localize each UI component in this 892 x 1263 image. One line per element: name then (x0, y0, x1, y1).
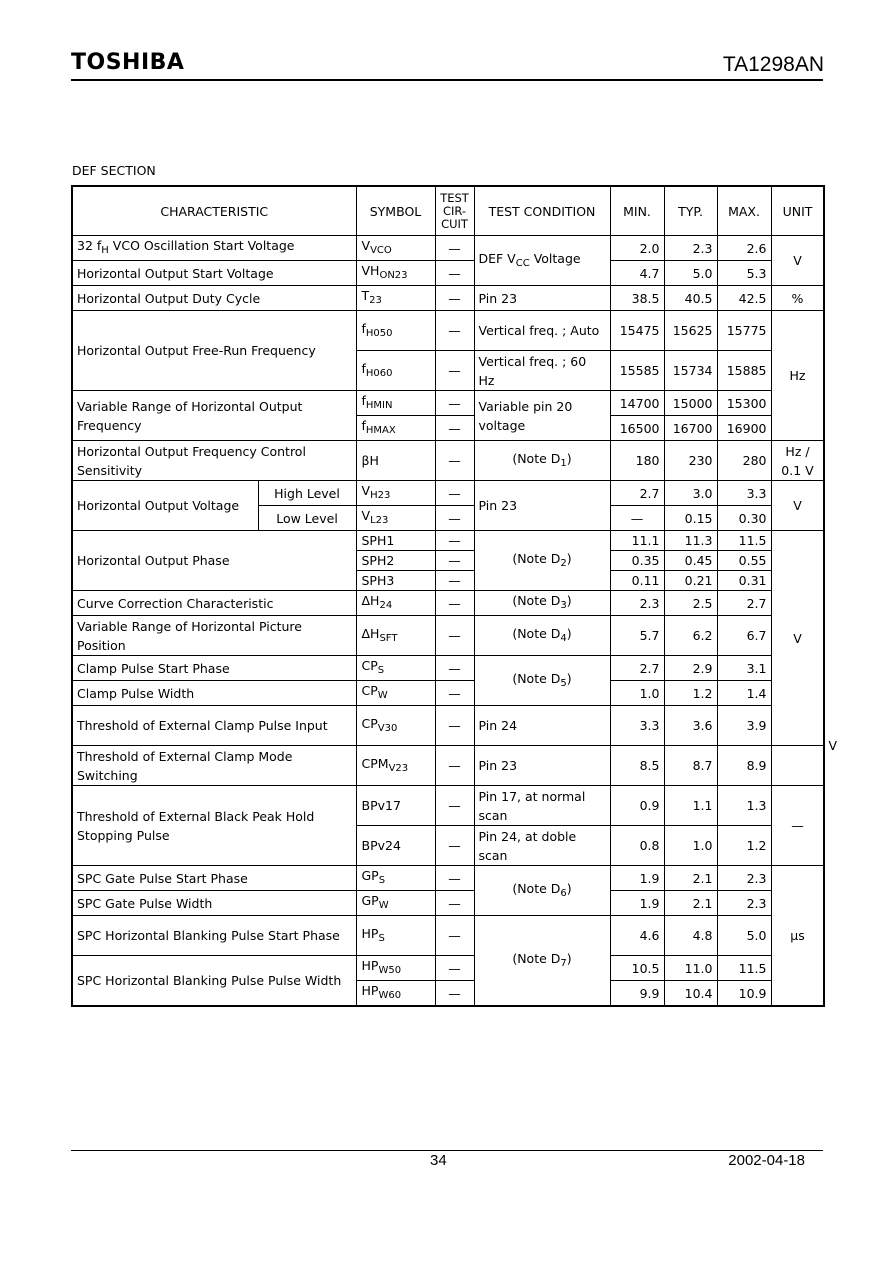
part-number: TA1298AN (722, 53, 824, 76)
test-circuit-cell: — (435, 416, 474, 441)
test-circuit-cell: — (435, 286, 474, 311)
test-circuit-cell: — (435, 681, 474, 706)
max-cell: 0.31 (717, 571, 771, 591)
max-cell: 280 (717, 441, 771, 481)
min-cell: 4.6 (610, 916, 664, 956)
typ-cell: 15734 (664, 351, 717, 391)
max-cell: 8.9 (717, 746, 771, 786)
table-row (72, 746, 824, 786)
min-cell: 2.0 (610, 236, 664, 261)
typ-cell: 1.1 (664, 786, 717, 826)
header-max: MAX. (717, 186, 771, 236)
typ-cell: 1.2 (664, 681, 717, 706)
unit-cell: V (771, 481, 824, 531)
table-row (72, 391, 824, 416)
characteristic-cell: Clamp Pulse Width (72, 681, 356, 706)
test-circuit-cell: — (435, 656, 474, 681)
symbol-cell: SPH2 (356, 551, 435, 571)
typ-cell: 1.0 (664, 826, 717, 866)
characteristic-cell: Horizontal Output Voltage (72, 481, 258, 531)
test-circuit-cell: — (435, 551, 474, 571)
min-cell: 10.5 (610, 956, 664, 981)
table-row (72, 956, 824, 981)
level-cell: High Level (258, 481, 356, 506)
test-circuit-cell: — (435, 706, 474, 746)
test-circuit-cell: — (435, 866, 474, 891)
max-cell: 6.7 (717, 616, 771, 656)
condition-cell: Pin 23 (474, 286, 610, 311)
min-cell: — (610, 506, 664, 531)
table-row (72, 786, 824, 826)
min-cell: 2.7 (610, 656, 664, 681)
characteristic-cell: Variable Range of Horizontal Output Frequency (72, 391, 356, 441)
condition-cell: (Note $D_4$) (474, 616, 610, 656)
typ-cell: 0.15 (664, 506, 717, 531)
min-cell: 8.5 (610, 746, 664, 786)
table-row: Threshold of External Clamp Pulse Input $CP_{V30}$ — Pin 24 3.3 3.6 3.9 V (72, 706, 824, 746)
condition-cell: Pin 24, at doble scan (474, 826, 610, 866)
typ-cell: 230 (664, 441, 717, 481)
table-row (72, 616, 824, 656)
symbol-cell: $CP_W$ (356, 681, 435, 706)
max-cell: 16900 (717, 416, 771, 441)
min-cell: 15585 (610, 351, 664, 391)
characteristic-cell: SPC Horizontal Blanking Pulse Start Phase (72, 916, 356, 956)
symbol-cell: $V_{VCO}$ (356, 236, 435, 261)
typ-cell: 16700 (664, 416, 717, 441)
min-cell: 5.7 (610, 616, 664, 656)
symbol-cell: $CP_S$ (356, 656, 435, 681)
typ-cell: 0.21 (664, 571, 717, 591)
min-cell: 0.9 (610, 786, 664, 826)
max-cell: 5.3 (717, 261, 771, 286)
test-circuit-cell: — (435, 826, 474, 866)
symbol-cell: $V_{H23}$ (356, 481, 435, 506)
header-rule (71, 79, 823, 81)
unit-cell: — (771, 786, 824, 866)
table-row (72, 311, 824, 351)
typ-cell: 3.0 (664, 481, 717, 506)
typ-cell: 4.8 (664, 916, 717, 956)
header-test-condition: TEST CONDITION (474, 186, 610, 236)
typ-cell: 40.5 (664, 286, 717, 311)
min-cell: 2.3 (610, 591, 664, 616)
test-circuit-cell: — (435, 531, 474, 551)
unit-cell: Hz / 0.1 V (771, 441, 824, 481)
symbol-cell: $HP_{W60}$ (356, 981, 435, 1007)
typ-cell: 15000 (664, 391, 717, 416)
typ-cell: 3.6 (664, 706, 717, 746)
section-title: DEF SECTION (72, 163, 156, 178)
table-row (72, 891, 824, 916)
table-row (72, 236, 824, 261)
test-circuit-cell: — (435, 236, 474, 261)
max-cell: 15775 (717, 311, 771, 351)
min-cell: 16500 (610, 416, 664, 441)
table-row (72, 866, 824, 891)
header-typ: TYP. (664, 186, 717, 236)
characteristic-cell: Horizontal Output Free-Run Frequency (72, 311, 356, 391)
test-circuit-cell: — (435, 351, 474, 391)
condition-cell: (Note $D_1$) (474, 441, 610, 481)
symbol-cell: BPv24 (356, 826, 435, 866)
header-symbol: SYMBOL (356, 186, 435, 236)
header-unit: UNIT (771, 186, 824, 236)
typ-cell: 11.3 (664, 531, 717, 551)
condition-cell: (Note $D_6$) (474, 866, 610, 916)
min-cell: 11.1 (610, 531, 664, 551)
typ-cell: 15625 (664, 311, 717, 351)
symbol-cell: $GP_W$ (356, 891, 435, 916)
max-cell: 11.5 (717, 531, 771, 551)
test-circuit-cell: — (435, 481, 474, 506)
min-cell: 15475 (610, 311, 664, 351)
table-row (72, 286, 824, 311)
min-cell: 1.9 (610, 866, 664, 891)
characteristic-cell: Threshold of External Black Peak Hold Stopping Pulse (72, 786, 356, 866)
table-row (72, 481, 824, 506)
test-circuit-cell: — (435, 261, 474, 286)
test-circuit-cell: — (435, 441, 474, 481)
symbol-cell: $T_{23}$ (356, 286, 435, 311)
condition-cell: (Note $D_5$) (474, 656, 610, 706)
symbol-cell: SPH3 (356, 571, 435, 591)
characteristic-cell: Horizontal Output Duty Cycle (72, 286, 356, 311)
characteristic-cell: Threshold of External Clamp Pulse Input (72, 706, 356, 746)
level-cell: Low Level (258, 506, 356, 531)
condition-cell: Pin 23 (474, 746, 610, 786)
condition-cell: (Note $D_3$) (474, 591, 610, 616)
symbol-cell: $\Delta H_{SFT}$ (356, 616, 435, 656)
test-circuit-cell: — (435, 591, 474, 616)
condition-cell: Pin 24 (474, 706, 610, 746)
min-cell: 180 (610, 441, 664, 481)
header-test-circuit: TEST CIR- CUIT (435, 186, 474, 236)
max-cell: 1.4 (717, 681, 771, 706)
unit-cell: V (771, 531, 824, 746)
test-circuit-cell: — (435, 916, 474, 956)
typ-cell: 2.9 (664, 656, 717, 681)
condition-cell: Vertical freq. ; Auto (474, 311, 610, 351)
symbol-cell: $f_{H050}$ (356, 311, 435, 351)
test-circuit-cell: — (435, 391, 474, 416)
table-row (72, 681, 824, 706)
test-circuit-cell: — (435, 746, 474, 786)
max-cell: 3.9 (717, 706, 771, 746)
table-row (72, 656, 824, 681)
header-characteristic: CHARACTERISTIC (72, 186, 356, 236)
typ-cell: 11.0 (664, 956, 717, 981)
table-row (72, 531, 824, 551)
symbol-cell: $CP_{V30}$ (356, 706, 435, 746)
characteristic-cell: SPC Horizontal Blanking Pulse Pulse Width (72, 956, 356, 1007)
test-circuit-cell: — (435, 956, 474, 981)
page-number: 34 (430, 1152, 447, 1169)
table-row (72, 441, 824, 481)
typ-cell: 8.7 (664, 746, 717, 786)
symbol-cell: $HP_S$ (356, 916, 435, 956)
symbol-cell: $GP_S$ (356, 866, 435, 891)
table-row (72, 261, 824, 286)
max-cell: 1.3 (717, 786, 771, 826)
footer-date: 2002-04-18 (728, 1152, 805, 1169)
characteristic-cell: Horizontal Output Start Voltage (72, 261, 356, 286)
max-cell: 2.6 (717, 236, 771, 261)
symbol-cell: $f_{HMIN}$ (356, 391, 435, 416)
typ-cell: 6.2 (664, 616, 717, 656)
max-cell: 15885 (717, 351, 771, 391)
max-cell: 2.3 (717, 866, 771, 891)
min-cell: 0.8 (610, 826, 664, 866)
symbol-cell: $CPM_{V23}$ (356, 746, 435, 786)
characteristic-cell: 32 $f_H$ VCO Oscillation Start Voltage (72, 236, 356, 261)
typ-cell: 2.1 (664, 866, 717, 891)
typ-cell: 2.5 (664, 591, 717, 616)
unit-cell: % (771, 286, 824, 311)
condition-cell: Variable pin 20 voltage (474, 391, 610, 441)
test-circuit-cell: — (435, 311, 474, 351)
min-cell: 1.0 (610, 681, 664, 706)
condition-cell: (Note $D_2$) (474, 531, 610, 591)
characteristic-cell: Horizontal Output Phase (72, 531, 356, 591)
max-cell: 10.9 (717, 981, 771, 1007)
characteristic-cell: Variable Range of Horizontal Picture Position (72, 616, 356, 656)
typ-cell: 5.0 (664, 261, 717, 286)
max-cell: 2.3 (717, 891, 771, 916)
min-cell: 0.11 (610, 571, 664, 591)
test-circuit-cell: — (435, 616, 474, 656)
symbol-cell: βH (356, 441, 435, 481)
min-cell: 3.3 (610, 706, 664, 746)
spec-table (71, 185, 838, 1007)
max-cell: 0.30 (717, 506, 771, 531)
max-cell: 0.55 (717, 551, 771, 571)
header-min: MIN. (610, 186, 664, 236)
max-cell: 42.5 (717, 286, 771, 311)
test-circuit-cell: — (435, 981, 474, 1007)
test-circuit-cell: — (435, 891, 474, 916)
footer-rule (71, 1150, 823, 1151)
test-circuit-cell: — (435, 571, 474, 591)
condition-cell: (Note $D_7$) (474, 916, 610, 1007)
max-cell: 2.7 (717, 591, 771, 616)
characteristic-cell: SPC Gate Pulse Width (72, 891, 356, 916)
characteristic-cell: SPC Gate Pulse Start Phase (72, 866, 356, 891)
unit-cell: μs (771, 866, 824, 1007)
characteristic-cell: Clamp Pulse Start Phase (72, 656, 356, 681)
min-cell: 4.7 (610, 261, 664, 286)
min-cell: 0.35 (610, 551, 664, 571)
characteristic-cell: Threshold of External Clamp Mode Switching (72, 746, 356, 786)
brand-logo: TOSHIBA (71, 50, 185, 75)
test-circuit-cell: — (435, 786, 474, 826)
max-cell: 3.3 (717, 481, 771, 506)
min-cell: 38.5 (610, 286, 664, 311)
symbol-cell: $V_{L23}$ (356, 506, 435, 531)
min-cell: 9.9 (610, 981, 664, 1007)
max-cell: 3.1 (717, 656, 771, 681)
typ-cell: 2.1 (664, 891, 717, 916)
min-cell: 14700 (610, 391, 664, 416)
symbol-cell: $f_{HMAX}$ (356, 416, 435, 441)
max-cell: 5.0 (717, 916, 771, 956)
typ-cell: 0.45 (664, 551, 717, 571)
max-cell: 15300 (717, 391, 771, 416)
min-cell: 1.9 (610, 891, 664, 916)
characteristic-cell: Horizontal Output Frequency Control Sensitivity (72, 441, 356, 481)
symbol-cell: $HP_{W50}$ (356, 956, 435, 981)
typ-cell: 2.3 (664, 236, 717, 261)
table-row (72, 916, 824, 956)
symbol-cell: SPH1 (356, 531, 435, 551)
symbol-cell: BPv17 (356, 786, 435, 826)
condition-cell: Pin 17, at normal scan (474, 786, 610, 826)
characteristic-cell: Curve Correction Characteristic (72, 591, 356, 616)
typ-cell: 10.4 (664, 981, 717, 1007)
table-header-row (72, 186, 824, 236)
unit-cell: V (771, 236, 824, 286)
symbol-cell: $f_{H060}$ (356, 351, 435, 391)
symbol-cell: $\Delta H_{24}$ (356, 591, 435, 616)
condition-cell: Vertical freq. ; 60 Hz (474, 351, 610, 391)
min-cell: 2.7 (610, 481, 664, 506)
condition-cell: DEF $V_{CC}$ Voltage (474, 236, 610, 286)
max-cell: 11.5 (717, 956, 771, 981)
unit-cell: Hz (771, 311, 824, 441)
max-cell: 1.2 (717, 826, 771, 866)
symbol-cell: $VH_{ON23}$ (356, 261, 435, 286)
test-circuit-cell: — (435, 506, 474, 531)
table-row (72, 591, 824, 616)
condition-cell: Pin 23 (474, 481, 610, 531)
